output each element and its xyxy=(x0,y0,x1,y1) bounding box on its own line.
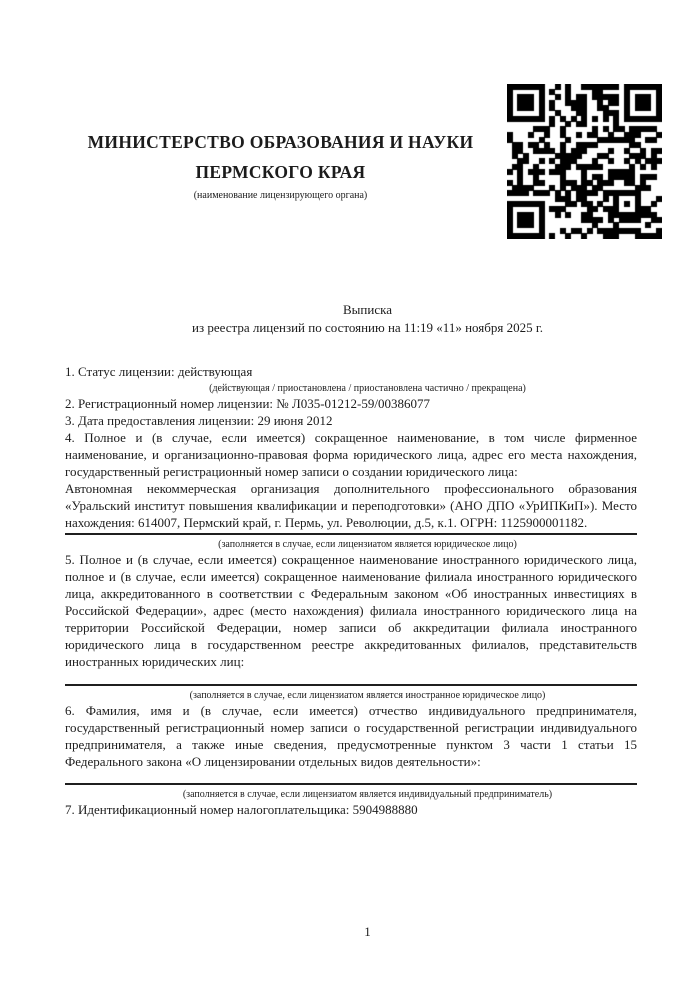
document-body xyxy=(65,363,637,818)
page-number: 1 xyxy=(364,924,371,939)
grant-date-line: 3. Дата предоставления лицензии: 29 июня 2012 xyxy=(65,413,333,428)
foreign-entity-clause: 5. Полное и (в случае, если имеется) сокращенное наименование иностранного юридического лица, полное и (в случае, если имеется) сокращенное наименование филиала иностранного юридического лица, аккредитованного в соответствии с Федеральным законом «Об иностранных инвестициях в Российской Федерации», адрес (место нахождения) филиала иностранного юридического лица на территории Российской Федерации, номер записи об аккредитации филиала иностранного юридического лица в государственном реестре аккредитованных филиалов, представительств иностранных юридических лиц: xyxy=(65,552,637,669)
registration-number-line: 2. Регистрационный номер лицензии: № Л035-01212-59/00386077 xyxy=(65,396,431,411)
qr-code-icon xyxy=(507,84,662,239)
ministry-header xyxy=(68,127,493,201)
taxpayer-number-line: 7. Идентификационный номер налогоплательщика: 5904988880 xyxy=(65,802,418,817)
document-title-line2: из реестра лицензий по состоянию на 11:19 «11» ноября 2025 г. xyxy=(192,320,543,335)
legal-entity-value: Автономная некоммерческая организация дополнительного профессионального образования «Уральский институт повышения квалификации и переподготовки» (АНО ДПО «УрИПКиП»). Место нахождения: 614007, Пермский край, г. Пермь, ул. Революции, д.5, к.1. ОГРН: 1125900001182. xyxy=(65,481,637,530)
ministry-name-line2: ПЕРМСКОГО КРАЯ xyxy=(195,162,366,182)
document-title-line1: Выписка xyxy=(343,302,392,317)
document-title xyxy=(98,301,637,337)
license-status-options-note: (действующая / приостановлена / приостановлена частично / прекращена) xyxy=(209,383,526,394)
foreign-entity-underline xyxy=(65,684,637,686)
legal-entity-underline xyxy=(65,533,637,535)
licensing-authority-caption: (наименование лицензирующего органа) xyxy=(193,190,368,201)
foreign-entity-note: (заполняется в случае, если лицензиатом является иностранное юридическое лицо) xyxy=(189,690,546,701)
individual-entrepreneur-underline xyxy=(65,783,637,785)
legal-entity-note: (заполняется в случае, если лицензиатом является юридическое лицо) xyxy=(218,539,517,550)
legal-entity-clause: 4. Полное и (в случае, если имеется) сокращенное наименование, в том числе фирменное наименование, и организационно-правовая форма юридического лица, адрес его места нахождения, государственный регистрационный номер записи о создании юридического лица: xyxy=(65,430,637,479)
ministry-name-line1: МИНИСТЕРСТВО ОБРАЗОВАНИЯ И НАУКИ xyxy=(87,132,474,152)
license-status-line: 1. Статус лицензии: действующая xyxy=(65,364,253,379)
individual-entrepreneur-clause: 6. Фамилия, имя и (в случае, если имеется) отчество индивидуального предпринимателя, государственный регистрационный номер записи о государственной регистрации индивидуального предпринимателя, а также иные сведения, предусмотренные пунктом 3 части 1 статьи 15 Федерального закона «О лицензировании отдельных видов деятельности»: xyxy=(65,703,637,769)
individual-entrepreneur-note: (заполняется в случае, если лицензиатом является индивидуальный предприниматель) xyxy=(182,789,553,800)
